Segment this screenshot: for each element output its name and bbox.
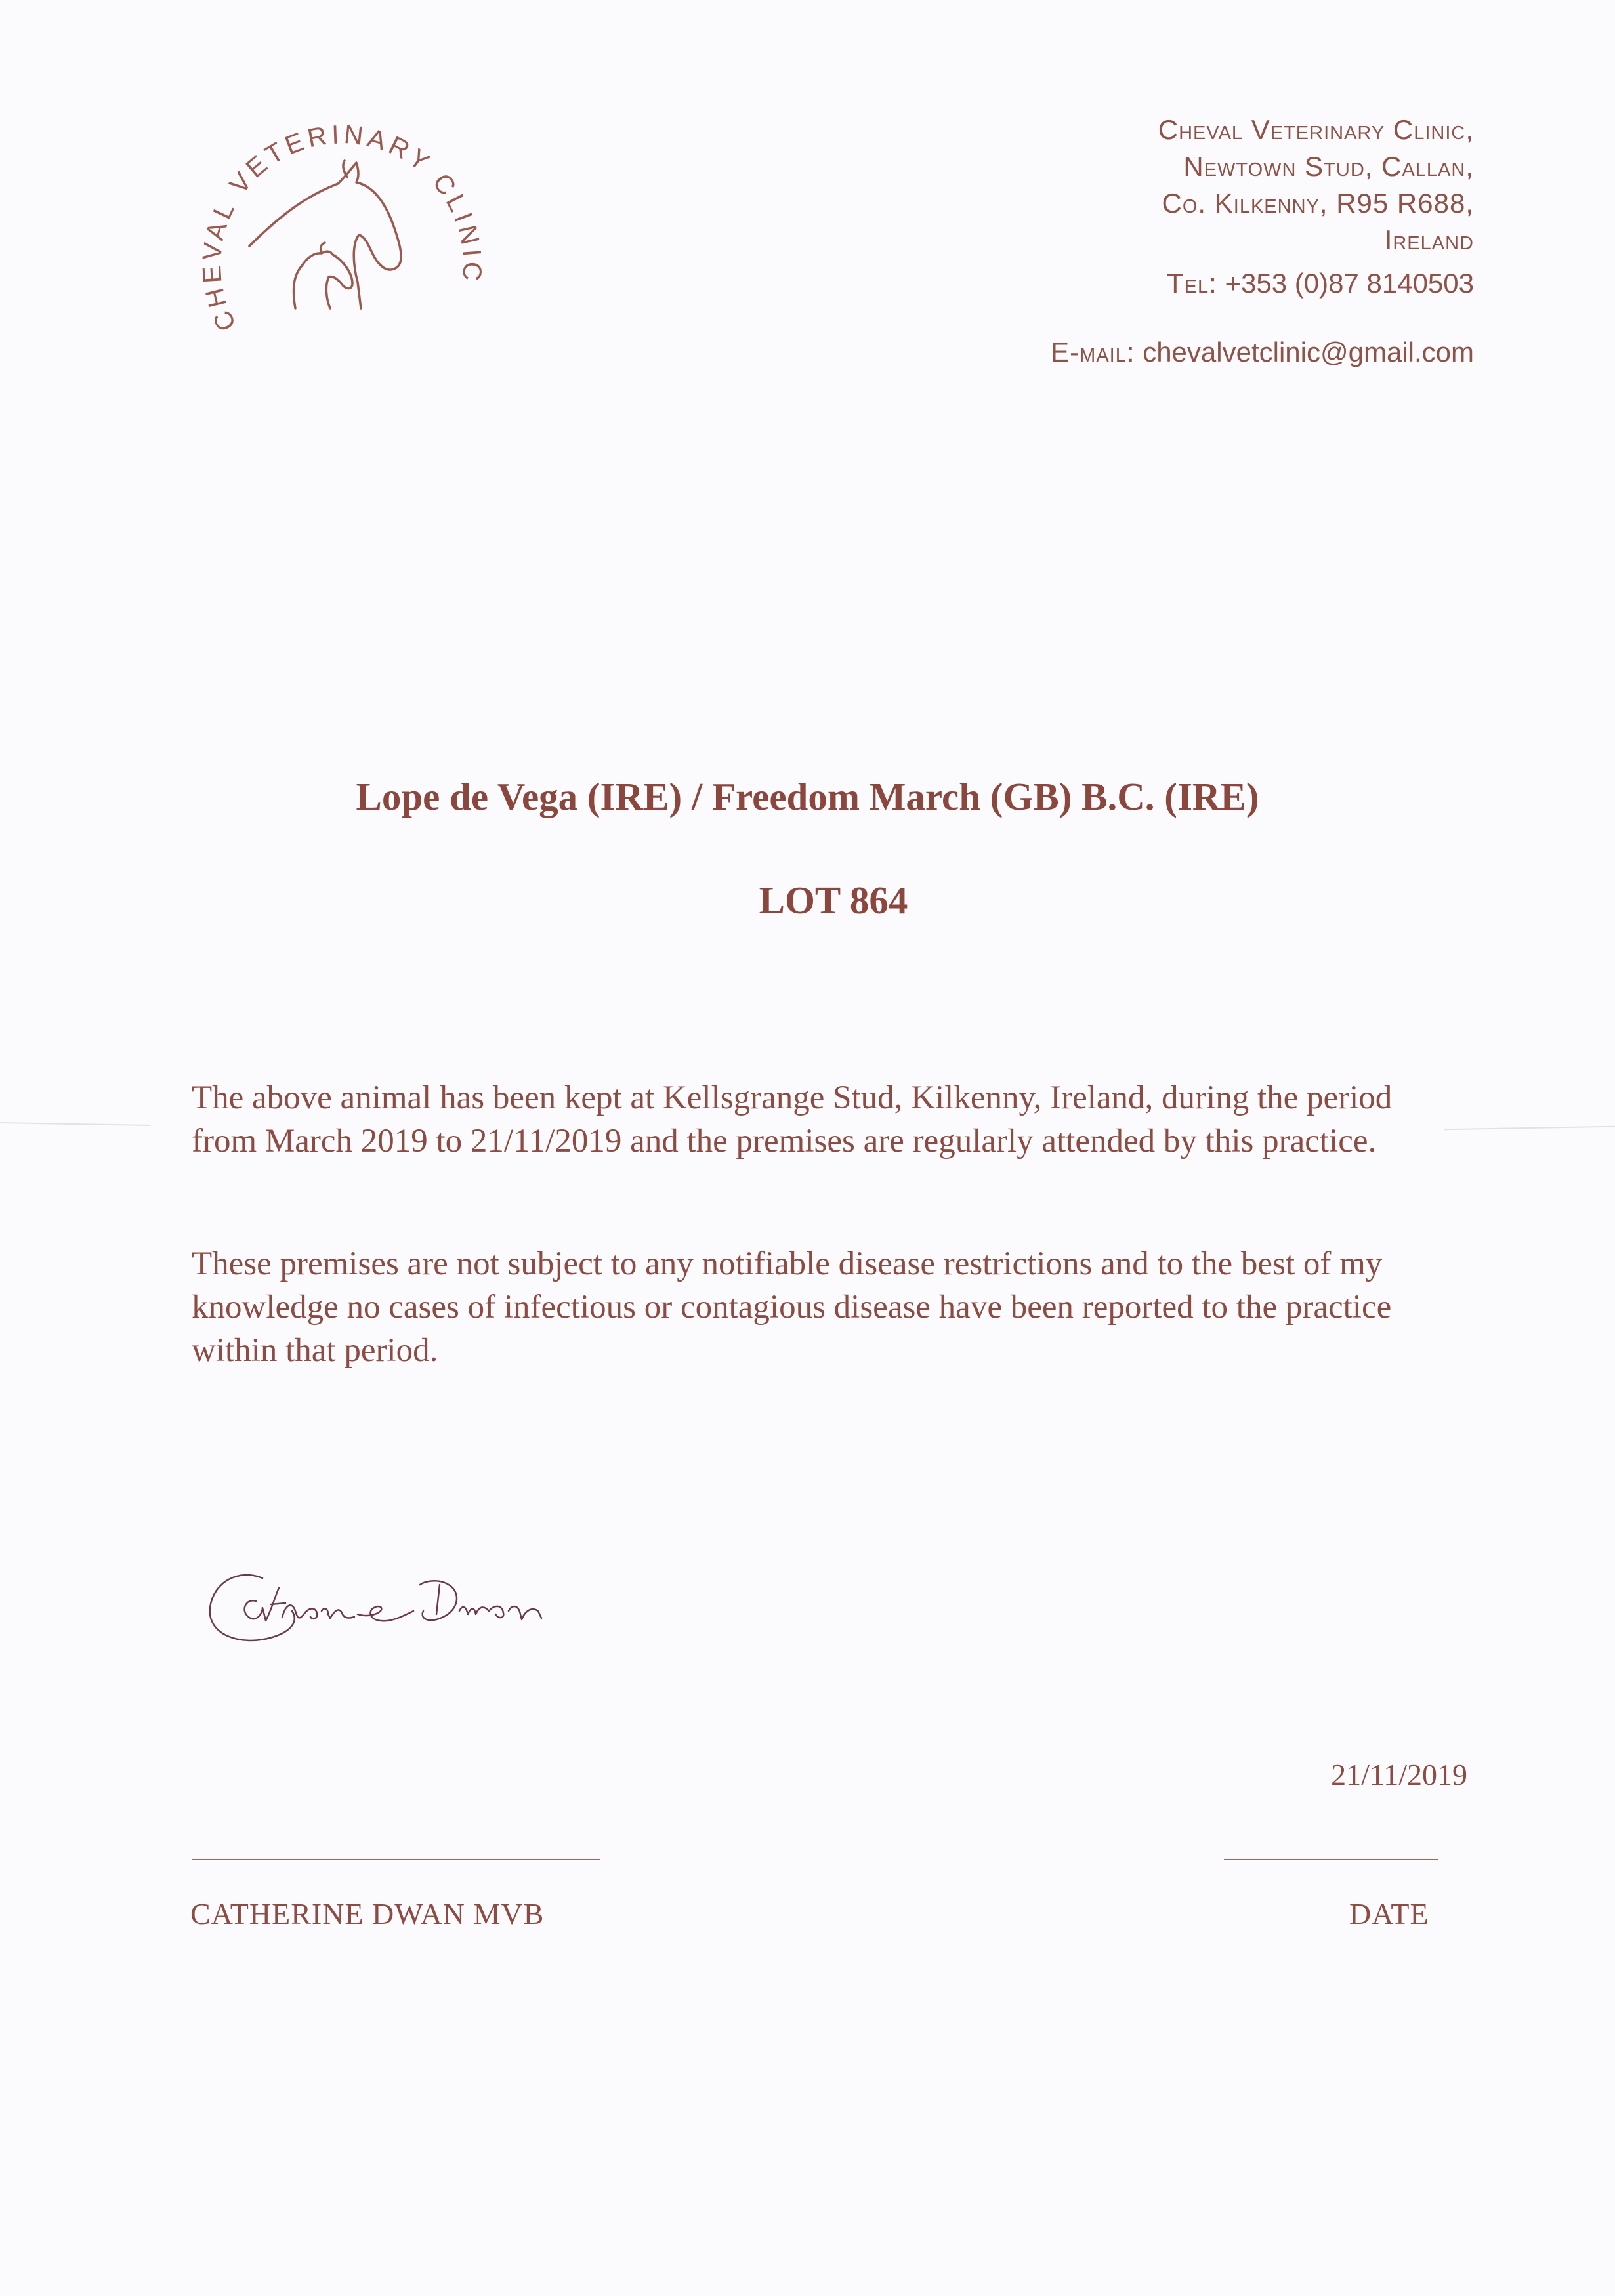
clinic-logo: [180, 112, 509, 374]
handwritten-signature: [200, 1549, 594, 1654]
tel-label: Tel:: [1167, 268, 1217, 299]
signature-date: 21/11/2019: [1331, 1758, 1467, 1791]
signatory-name: CATHERINE DWAN MVB: [190, 1897, 545, 1931]
logo-ring-text: CHEVAL VETERINARY CLINIC: [197, 119, 487, 336]
paragraph-premises: The above animal has been kept at Kellsgrange Stud, Kilkenny, Ireland, during the period from March 2019 to 21/11/2019 and the premises are regularly attended by this practice.: [192, 1079, 1393, 1159]
paper-crease: [1444, 1126, 1615, 1131]
clinic-telephone: [818, 268, 1474, 299]
paragraph-disease: These premises are not subject to any notifiable disease restrictions and to the best of my knowledge no cases of infectious or contagious disease have been reported to the practice within that period.: [192, 1245, 1392, 1369]
signature-line: [192, 1859, 600, 1860]
address-line: Newtown Stud, Callan,: [1183, 151, 1474, 182]
date-label: DATE: [1349, 1897, 1429, 1931]
lot-number: LOT 864: [759, 879, 908, 922]
email-value: chevalvetclinic@gmail.com: [1143, 337, 1474, 367]
address-line: Cheval Veterinary Clinic,: [1158, 114, 1474, 145]
email-label: E-mail:: [1051, 337, 1135, 367]
horse-title: Lope de Vega (IRE) / Freedom March (GB) B.C. (IRE): [356, 775, 1259, 818]
horse-heads-icon: [249, 161, 401, 308]
address-line: Co. Kilkenny, R95 R688,: [1162, 188, 1474, 219]
clinic-email: [818, 337, 1474, 368]
paper-crease: [0, 1122, 151, 1126]
address-line: Ireland: [1384, 224, 1474, 255]
tel-value: +353 (0)87 8140503: [1225, 268, 1474, 299]
date-line: [1224, 1859, 1438, 1860]
clinic-address: [883, 112, 1474, 259]
